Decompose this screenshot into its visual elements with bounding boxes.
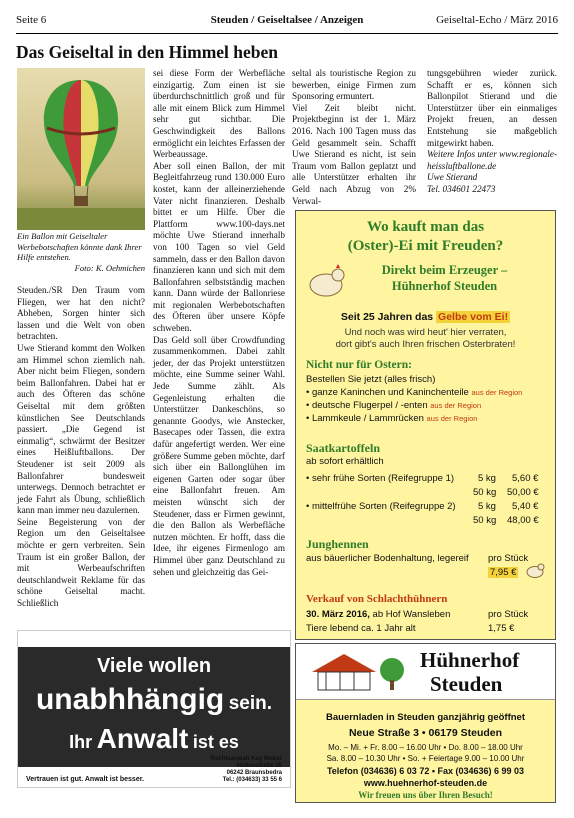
farm-name-1: Hühnerhof [420, 648, 520, 672]
farm-hours-2: Sa. 8.00 – 10.30 Uhr • So. + Feiertage 9.00 – 10.00 Uhr [326, 754, 525, 763]
potato-row-price: 50,00 € [507, 487, 539, 498]
slaughter-price: 1,75 € [488, 623, 515, 634]
hens-unit: pro Stück [488, 553, 529, 564]
page-header [16, 14, 558, 32]
farmhouse-icon [304, 650, 414, 694]
paragraph: Viel Zeit bleibt nicht. Projektbeginn ist der 1. März 2016. Nach 100 Tagen muss das Geld gesammelt sein. Schafft Uwe Stierand es nicht, ist sein Traum vom Ballon geplatzt und alle Unterstützer erhalten ihr Geld nach Abzug von 2% Verwal- [292, 102, 416, 206]
lawyer-city: 06242 Braunsbedra [226, 770, 282, 776]
slaughter-title: Verkauf von Schlachthühnern [306, 593, 448, 605]
lawyer-ad-line-2 [18, 683, 290, 717]
lawyer-ad-line-1: Viele wollen [96, 655, 212, 677]
egg-ad-item [306, 413, 545, 424]
page-number: Seite 6 [16, 14, 47, 26]
article-column-4 [427, 68, 557, 196]
item-text: • deutsche Flugerpel / -enten [306, 400, 428, 411]
potato-row-qty: 5 kg [478, 473, 496, 484]
farm-name-2: Steuden [430, 672, 503, 696]
egg-ad-sub-1: Direkt beim Erzeuger – [381, 263, 508, 277]
hen-small-icon [524, 561, 546, 579]
slaughter-location: ab Hof Wansleben [372, 609, 451, 620]
lawyer-ad-word-anwalt: Anwalt [96, 723, 189, 754]
lawyer-ad-word-sein: sein. [228, 693, 273, 714]
hens-title: Junghennen [306, 537, 369, 551]
egg-ad-secret-2: dort gibt's auch Ihren frischen Osterbraten! [335, 339, 516, 350]
info-phone: Tel. 034601 22473 [427, 183, 496, 194]
slaughter-text: Tiere lebend ca. 1 Jahr alt [306, 623, 416, 634]
egg-ad-secret-1: Und noch was wird heut' hier verraten, [344, 327, 507, 338]
farm-closing: Wir freuen uns über Ihren Besuch! [358, 790, 493, 800]
article-column-2 [153, 68, 285, 578]
lawyer-street: Huttenstraße 15 [236, 763, 282, 769]
egg-ad-headline-1: Wo kauft man das [366, 219, 485, 235]
farm-logo-area [296, 644, 555, 700]
lawyer-slogan: Vertrauen ist gut. Anwalt ist besser. [26, 776, 144, 783]
lawyer-address [211, 756, 282, 784]
paragraph: tungsgebühren wieder zurück. Schafft er es, können sich Ballonpilot Stierand und die Unterstützer über ein einmaliges Projekt freuen, an dessen Entstehung sie maßgeblich mitgewirkt haben. [427, 68, 557, 148]
potato-row-name: • mittelfrühe Sorten (Reifegruppe 2) [306, 501, 456, 512]
farm-phone: Telefon (034636) 6 03 72 • Fax (034636) 6 99 03 [326, 766, 525, 776]
egg-ad [295, 210, 556, 640]
paragraph: Uwe Stierand kommt den Wolken am Himmel schon ziemlich nah. Aber nicht beim Fliegen, sondern beim Ballonfahren. Dabei hat er auch des Öfteren das schöne Geiseltal mit dem größten künstlichen See Deutschlands passiert. „Die Gegend ist einmalig“, schwärmt der Besitzer eines Heißluftballons. Der Steudener ist seit 2009 als Ballonfahrer bundesweit unterwegs. Dennoch betrachtet er jede Fahrt als Übung, schließlich kann man immer neu dazulernen. [17, 342, 145, 516]
lawyer-ad-word-independent: unabhhängig [35, 683, 225, 716]
article-title: Das Geiseltal in den Himmel heben [16, 42, 279, 62]
egg-ad-years [306, 311, 545, 323]
lawyer-ad [17, 630, 291, 788]
section-title: Steuden / Geiseltalsee / Anzeigen [210, 14, 364, 26]
potato-row-qty: 5 kg [478, 501, 496, 512]
item-note: aus der Region [426, 414, 478, 423]
lawyer-ad-word-ist-es: ist es [192, 732, 239, 752]
paragraph: Seine Begeisterung von der Region um den Geiseltalsee möchte er gern verbreiten. Sein Traum ist ein großer Ballon, der mit Werbeaufschriften deutschlandweit Reklame für das schöne Geiseltal macht. Schließlich [17, 516, 145, 609]
slaughter-date: 30. März 2016, [306, 609, 370, 620]
years-text: Seit 25 Jahren das [340, 311, 434, 323]
farm-hours-1: Mo. – Mi. + Fr. 8.00 – 16.00 Uhr • Do. 8.00 – 18.00 Uhr [328, 743, 523, 752]
item-note: aus der Region [430, 401, 482, 410]
info-link[interactable]: Weitere Infos unter www.regionale-heissluftballone.de [427, 149, 557, 171]
potato-row-price: 5,40 € [512, 501, 539, 512]
paragraph: seltal als touristische Region zu bewerben, einige Firmen zum Sponsoring ermuntert. [292, 68, 416, 102]
edition: Geiseltal-Echo / März 2016 [436, 14, 558, 26]
potato-row-price: 48,00 € [507, 515, 539, 526]
photo-caption [17, 231, 145, 273]
years-highlight: Gelbe vom Ei! [438, 311, 509, 323]
article-column-3 [292, 68, 416, 207]
hens-price: 7,95 € [490, 567, 517, 578]
lawyer-ad-word-ihr: Ihr [69, 732, 93, 752]
egg-ad-headline-2: (Oster)-Ei mit Freuden? [347, 238, 504, 254]
potatoes-sub: ab sofort erhältlich [306, 456, 384, 467]
potato-row-price: 5,60 € [512, 473, 539, 484]
egg-ad-sub-2: Hühnerhof Steuden [391, 279, 498, 293]
slaughter-date-line [306, 609, 450, 620]
farm-address: Neue Straße 3 • 06179 Steuden [348, 727, 503, 739]
balloon-photo [17, 68, 145, 230]
photo-credit: Foto: K. Oehmichen [74, 262, 145, 273]
caption-text: Ein Ballon mit Geiseltaler Werbebotschaften könnte dank Ihrer Hilfe entstehen. [17, 231, 142, 262]
egg-ad-item [306, 400, 545, 411]
hens-text: aus bäuerlicher Bodenhaltung, legereif [306, 553, 469, 564]
egg-ad-item [306, 387, 545, 398]
paragraph: Steuden./SR Den Traum vom Fliegen, wer hat den nicht? Abheben, Sorgen hinter sich lassen und die Welt von oben betrachten. [17, 285, 145, 342]
slaughter-unit: pro Stück [488, 609, 529, 620]
item-note: aus der Region [471, 388, 523, 397]
hen-icon [304, 263, 346, 299]
potato-row-name: • sehr frühe Sorten (Reifegruppe 1) [306, 473, 455, 484]
lawyer-ad-line-3 [18, 723, 290, 755]
article-column-1 [17, 285, 145, 610]
item-text: • ganze Kaninchen und Kaninchenteile [306, 387, 469, 398]
info-name: Uwe Stierand [427, 172, 478, 183]
lawyer-phone: Tel.: (034633) 33 55 6 [222, 777, 282, 783]
item-text: • Lammkeule / Lammrücken [306, 413, 424, 424]
paragraph: Das Geld soll über Crowdfunding zusammenkommen. Dabei zahlt jeder, der das Projekt unterstützen möchte, eine Summe seiner Wahl. Jede Summe zählt. Als Gegenleistung erhalten die Unterstützer Dankeschöns, so genannte Goodys, wie Anstecker, Basecapes oder Tassen, die extra dafür angefertigt werden. Wer eine größere Summe geben möchte, darf sich über ein Ballonglühen im eigenen Garten oder sogar über eine Ballonfahrt freuen. Am meisten wünscht sich der Steudener, dass er Firmen gewinnt, die den Ballon als Werbefläche nutzen möchten. Er hofft, dass die Idee, ihr eigenes Firmenlogo am Himmel über ganz Deutschland zu sehen und gleichzeitig das Gei- [153, 334, 285, 577]
potato-row-qty: 50 kg [473, 487, 497, 498]
lawyer-ad-banner [18, 647, 290, 767]
egg-ad-only-easter: Nicht nur für Ostern: [306, 359, 412, 371]
paragraph: Aber soll einen Ballon, der mit Begleitfahrzeug rund 130.000 Euro kostet, kann der alleinerziehende Vater nicht finanzieren. Deshalb bittet er um Hilfe. Über die Plattform www.100-days.net möchte Uwe Stierand innerhalb von 100 Tagen so viel Geld sammeln, dass er den Ballon davon finanzieren kann und sich mit dem Ballonfahren selbstständig machen kann. Dann würde der Ballonriese mit regionalen Werbebotschaften des Öfteren über unsere Köpfe schweben. [153, 160, 285, 334]
farm-website[interactable]: www.huehnerhof-steuden.de [363, 778, 488, 788]
egg-ad-order: Bestellen Sie jetzt (alles frisch) [306, 374, 436, 385]
lawyer-name: Rechtsanwalt Kay Weber [210, 756, 282, 762]
farm-shop: Bauernladen in Steuden ganzjährig geöffnet [326, 712, 525, 723]
paragraph: sei diese Form der Werbefläche einzigartig. Zum einen ist sie überdurchschnittlich groß und für alle mit einem Blick zum Himmel sehr gut sichtbar. Die Geschwindigkeit des Ballons ermöglicht ein leichtes Erfassen der Werbeaussage. [153, 68, 285, 160]
potatoes-title: Saatkartoffeln [306, 441, 380, 455]
potato-row-qty: 50 kg [473, 515, 497, 526]
farm-ad [295, 643, 556, 803]
header-rule [16, 33, 558, 34]
